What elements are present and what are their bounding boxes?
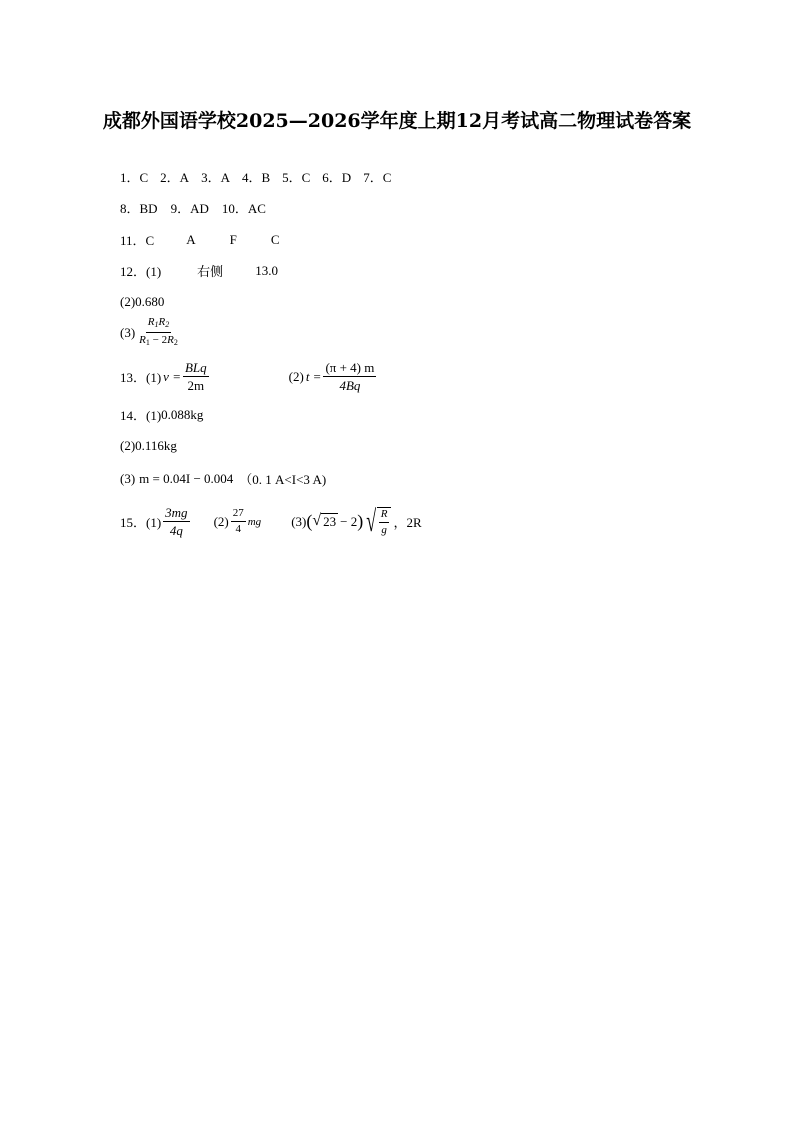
fraction-3mg-4q (163, 505, 189, 538)
answer-13 (120, 360, 378, 393)
answer-14-2: (2)0.116kg (120, 438, 177, 453)
sqrt-sign-icon: √ (366, 504, 377, 538)
answer-13-2-label: (2) (288, 368, 304, 384)
page-title: 成都外国语学校2025—2026学年度上期12月考试高二物理试卷答案 (102, 110, 692, 132)
fraction-denominator: g (381, 523, 387, 536)
answer-14-1 (120, 405, 203, 424)
answer-13-lhs1: v = (163, 368, 181, 384)
answer-15-3-label: (3) (291, 513, 307, 529)
answer-15-2-label: (2) (213, 513, 229, 529)
answer-14-3-label: (3) (120, 470, 136, 486)
answer-15-label: 15．(1) (120, 515, 162, 530)
answer-15 (120, 505, 422, 538)
answer-12-3-label: (3) (120, 324, 136, 340)
answer-13-lhs2: t = (305, 368, 322, 384)
answers-row-2 (120, 198, 266, 217)
fraction-numerator: 3mg (165, 505, 188, 520)
answer-5: 5．C (282, 170, 311, 185)
answer-11 (120, 230, 280, 249)
fraction-denominator: $R_1 - 2R_2$ (139, 334, 178, 347)
answer-12-1 (120, 261, 278, 280)
answer-11-b: A (186, 231, 196, 247)
answer-6: 6．D (322, 170, 352, 185)
answer-2: 2．A (160, 170, 190, 185)
close-paren: ) (357, 511, 364, 531)
fraction-numerator: $R_1R_2$ (146, 316, 171, 333)
fraction-numerator: 27 (231, 507, 246, 522)
radicand: 23 (323, 514, 337, 529)
fraction-denominator: 4q (169, 523, 183, 538)
answer-14-3 (120, 469, 326, 488)
sqrt-r-over-g (363, 504, 391, 538)
answer-15-tail: ，2R (393, 515, 422, 530)
answer-4: 4．B (241, 170, 271, 185)
open-paren: ( (306, 511, 313, 531)
answer-12-a: 右侧 (197, 264, 224, 279)
fraction-denominator: 4Bq (339, 378, 361, 393)
fraction-numerator: (π + 4) m (325, 360, 375, 375)
fraction-blq-2m (183, 360, 209, 393)
radicand-fraction (377, 507, 392, 537)
answer-14-1-value: 0.088kg (161, 406, 204, 422)
answer-15-2-tail: mg (247, 515, 262, 528)
answer-12-label: 12．(1) (120, 264, 162, 279)
answer-12-3 (120, 316, 182, 349)
answer-1: 1．C (120, 170, 149, 185)
answer-14-3-expr: m = 0.04I − 0.004 (139, 470, 234, 486)
sqrt-sign-icon: √ (312, 512, 322, 529)
answer-13-label: 13．(1) (120, 370, 162, 385)
fraction-r-g (379, 508, 390, 537)
answer-14-3-range: （0. 1 A<I<3 A) (239, 472, 327, 487)
answers-row-1 (120, 167, 391, 186)
fraction-numerator: R (379, 508, 390, 523)
answer-11-c: F (229, 231, 237, 247)
fraction-denominator: 4 (235, 523, 241, 535)
fraction-pi4m-4bq (323, 360, 376, 393)
answer-9: 9．AD (170, 201, 209, 216)
fraction-27-4 (231, 507, 246, 536)
sqrt-23 (312, 513, 338, 530)
answer-12-b: 13.0 (255, 262, 278, 278)
answer-7: 7．C (363, 170, 392, 185)
answer-12-2: (2)0.680 (120, 294, 165, 309)
fraction-numerator: BLq (184, 360, 207, 375)
fraction-denominator: 2m (187, 378, 205, 393)
answer-11-a: 11．C (120, 233, 155, 248)
answer-3: 3．A (201, 170, 230, 185)
answer-11-d: C (270, 231, 280, 247)
answer-14-1-label: 14．(1) (120, 408, 162, 423)
answer-8: 8．BD (120, 201, 158, 216)
answer-10: 10．AC (221, 201, 266, 216)
fraction-r1r2 (137, 316, 180, 349)
minus-two: − 2 (340, 513, 358, 529)
